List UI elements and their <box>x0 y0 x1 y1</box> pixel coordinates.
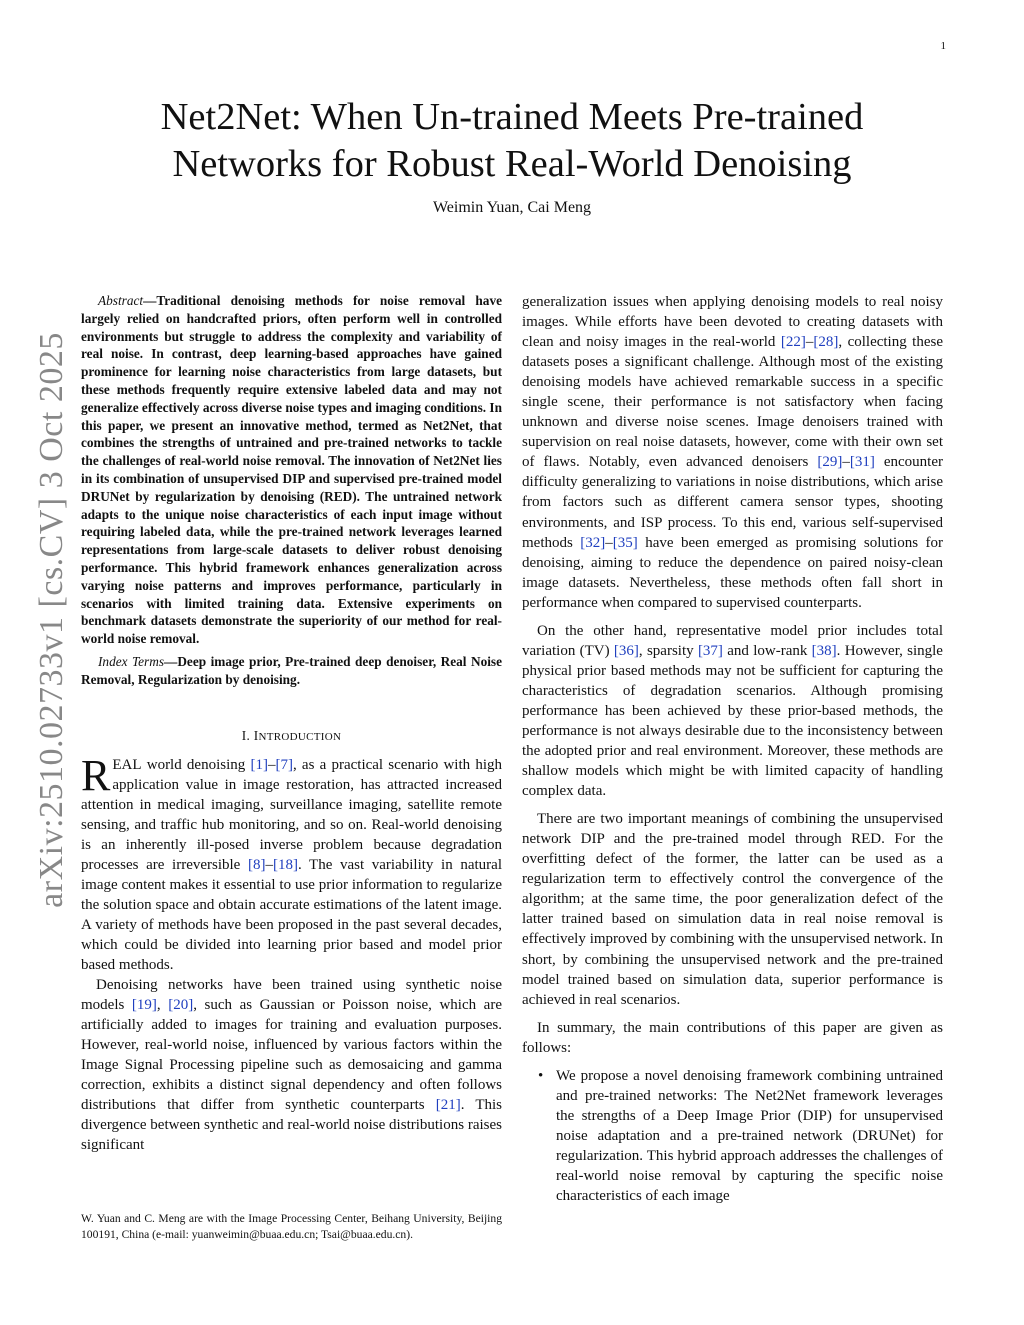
text-span: Denoising networks have been trained using synthetic noise models <box>81 977 502 1014</box>
text-span: , collecting these datasets poses a significant challenge. Although most of the existing denoising models have achieved remarkable success in a specific single scene, their performance is not satisfactory when facing unknown and diverse noise scenes. Image denoisers trained with supervision on real noise datasets, however, come with their own set of flaws. Notably, even advanced denoisers <box>522 334 943 471</box>
intro-paragraph-2 <box>81 975 502 1155</box>
title-line-1: Net2Net: When Un-trained Meets Pre-trained <box>160 96 864 138</box>
citation-link[interactable]: [20] <box>168 997 194 1014</box>
citation-link[interactable]: [28] <box>813 334 839 351</box>
text-span: – <box>605 534 613 551</box>
right-column <box>522 292 943 1206</box>
text-span: – <box>265 856 273 873</box>
text-span: generalization issues when applying denoising models to real noisy images. While efforts have been devoted to creating datasets with clean and noisy images in the real-world <box>522 294 943 351</box>
citation-link[interactable]: [21] <box>435 1097 461 1114</box>
right-paragraph-1 <box>522 292 943 613</box>
bullet-icon: • <box>538 1067 544 1084</box>
citation-link[interactable]: [19] <box>131 997 157 1014</box>
text-span: On the other hand, representative model prior includes total variation (TV) <box>522 622 943 659</box>
text-span: – <box>842 454 850 471</box>
text-span: world denoising <box>141 756 251 773</box>
small-caps-word: EAL <box>112 756 142 773</box>
text-span: have been emerged as promising solutions for denoising, aiming to reduce the dependence on paired noisy-clean image datasets. Nevertheless, these methods often fall short in performance when compared to supervised counterparts. <box>522 534 943 611</box>
citation-link[interactable]: [38] <box>811 642 837 659</box>
index-terms <box>81 653 502 689</box>
list-item-text: We propose a novel denoising framework combining untrained and pre-trained networks: The Net2Net framework leverages the strengths of a Deep Image Prior (DIP) for unsupervised noise adaptation and a pre-trained network (DRUNet) for regularization. This hybrid approach addresses the challenges of real-world noise removal by capturing the specific noise characteristics of each image <box>556 1067 943 1205</box>
text-span: . The vast variability in natural image content makes it essential to use prior information to regularize the solution space and obtain accurate estimations of the latent image. A variety of methods have been proposed in the past several decades, which could be divided into learning prior based and model prior based methods. <box>81 856 502 974</box>
paper-title <box>80 94 944 188</box>
contributions-list <box>522 1066 943 1206</box>
drop-cap: R <box>81 750 111 800</box>
abstract-label: Abstract <box>98 293 144 308</box>
text-span: – <box>805 334 814 351</box>
right-paragraph-2 <box>522 621 943 801</box>
authors: Weimin Yuan, Cai Meng <box>432 199 592 216</box>
citation-link[interactable]: [1] <box>250 756 268 773</box>
citation-link[interactable]: [7] <box>275 756 293 773</box>
left-column <box>81 292 502 1156</box>
citation-link[interactable]: [31] <box>849 454 875 471</box>
text-span: , as a practical scenario with high application value in image restoration, has attracted increased attention in medical imaging, surveillance imaging, satellite remote sensing, and traffic hub monitoring, and so on. Real-world denoising is an inherently ill-posed inverse problem because degradation processes are irreversible <box>81 756 503 873</box>
text-span: and low-rank <box>722 642 812 659</box>
text-span: – <box>267 756 276 773</box>
title-line-2: Networks for Robust Real-World Denoising <box>172 143 852 185</box>
page-number: 1 <box>940 40 946 52</box>
intro-paragraph-1 <box>81 750 503 976</box>
abstract-text: —Traditional denoising methods for noise removal have largely relied on handcrafted priors, often perform well in controlled environments but struggle to address the complexity and variability of real noise. In contrast, deep learning-based approaches have gained prominence for learning noise characteristics from large datasets, but these methods frequently require extensive labeled data and may not generalize effectively across diverse noise types and imaging conditions. In this paper, we present an innovative method, termed as Net2Net, that combines the strengths of untrained and pre-trained networks to tackle the challenges of real-world noise removal. The innovation of Net2Net lies in its combination of unsupervised DIP and supervised pre-trained model DRUNet by regularization by denoising (RED). The untrained network adapts to the unique noise characteristics of each input image without requiring labeled data, while the pre-trained network leverages learned representations from large-scale datasets to deliver robust denoising performance. This hybrid framework enhances generalization across varying noise patterns and improves performance, particularly in scenarios with limited training data. Extensive experiments on benchmark datasets demonstrate the superiority of our method for real-world noise removal. <box>81 293 502 647</box>
section-title-rest: NTRODUCTION <box>258 730 342 743</box>
text-span: encounter difficulty generalizing to variations in noise distributions, which arise from factors such as different camera sensor types, shooting environments, and ISP process. To this end, various self-supervised methods <box>522 454 943 551</box>
index-terms-text: —Deep image prior, Pre-trained deep denoiser, Real Noise Removal, Regularization by denoising. <box>81 653 502 687</box>
citation-link[interactable]: [8] <box>247 856 266 873</box>
text-span: , sparsity <box>638 642 698 659</box>
text-span: , <box>156 997 169 1014</box>
citation-link[interactable]: [36] <box>613 642 639 659</box>
citation-link[interactable]: [37] <box>697 642 723 659</box>
right-paragraph-3: There are two important meanings of combining the unsupervised network DIP and the pre-trained model through RED. For the overfitting defect of the former, the latter can be used as a regularization term to effectively control the convergence of the algorithm; at the same time, the poor generalization defect of the latter trained based on simulation data in real noise removal is effectively improved by combining with the unsupervised network. In short, by combining the unsupervised network and the pre-trained model trained based on simulation data, superior performance is achieved in real scenarios. <box>522 811 943 1008</box>
section-title-initial: I <box>253 727 259 743</box>
citation-link[interactable]: [32] <box>580 534 606 551</box>
citation-link[interactable]: [29] <box>817 454 843 471</box>
section-number: I. <box>241 727 254 743</box>
citation-link[interactable]: [35] <box>612 534 638 551</box>
text-span: . However, single physical prior based methods may not be sufficient for capturing the characteristics of degradation scenarios. Although promising performance has been achieved by these prior-based methods, the performance is not always desirable due to the inconsistency between the adopted prior and real environment. Moreover, these methods are shallow models which might be with limited capacity of handling complex data. <box>522 642 943 800</box>
citation-link[interactable]: [22] <box>780 334 806 351</box>
list-item <box>538 1066 943 1206</box>
right-paragraph-4: In summary, the main contributions of this paper are given as follows: <box>522 1019 943 1056</box>
abstract <box>81 292 502 648</box>
footnote: W. Yuan and C. Meng are with the Image Processing Center, Beihang University, Beijing 100191, China (e-mail: yuanweimin@buaa.edu.cn; Tsai@buaa.edu.cn). <box>81 1212 502 1241</box>
arxiv-identifier: arXiv:2510.02733v1 [cs.CV] 3 Oct 2025 <box>33 332 70 908</box>
text-span: , such as Gaussian or Poisson noise, which are artificially added to images for training and evaluation purposes. However, real-world noise, influenced by various factors within the Image Signal Processing pipeline such as demosaicing and gamma correction, exhibits a distinct signal dependency and often follows distributions that differ from synthetic counterparts <box>81 997 502 1114</box>
citation-link[interactable]: [18] <box>272 856 298 873</box>
section-heading-introduction <box>81 726 502 747</box>
text-span: . This divergence between synthetic and real-world noise distributions raises significant <box>81 1097 502 1154</box>
index-terms-label: Index Terms <box>98 653 165 669</box>
